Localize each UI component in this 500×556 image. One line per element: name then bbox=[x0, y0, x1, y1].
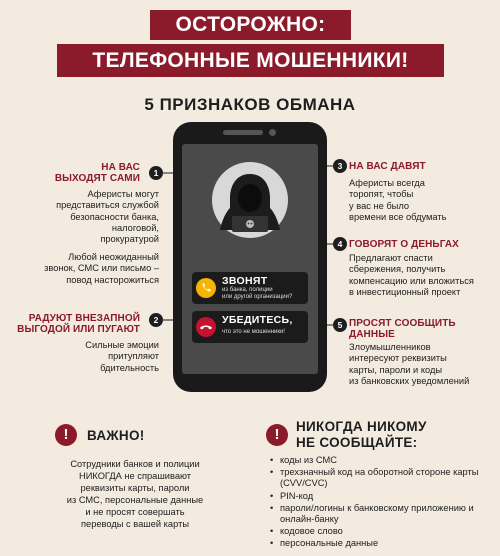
sign-2-header: РАДУЮТ ВНЕЗАПНОЙ ВЫГОДОЙ ИЛИ ПУГАЮТ bbox=[17, 313, 140, 335]
phone-screen bbox=[182, 144, 318, 374]
sign-1-text-b: Любой неожиданный звонок, СМС или письмо – повод насторожиться bbox=[44, 252, 159, 285]
sign-2-text: Сильные эмоции притупляют бдительность bbox=[85, 340, 159, 373]
sign-1-text-a: Аферисты могут представиться службой безопасности банка, налоговой, прокуратурой bbox=[56, 189, 159, 245]
call-head: ЗВОНЯТ bbox=[222, 275, 268, 287]
important-text: Сотрудники банков и полиции НИКОГДА не спрашивают реквизиты карты, пароли из СМС, персональные данные и не просят совершать переводы с вашей карты bbox=[66, 459, 204, 529]
sign-1-number: 1 bbox=[149, 166, 163, 180]
never-list bbox=[270, 455, 495, 551]
title-line-1: ОСТОРОЖНО: bbox=[150, 10, 351, 40]
verify-sub: что это не мошенники! bbox=[222, 329, 285, 335]
important-title: ВАЖНО! bbox=[87, 428, 145, 443]
important-exclamation-icon: ! bbox=[55, 424, 77, 446]
list-item: • коды из СМС bbox=[270, 455, 495, 466]
list-item: • пароли/логины к банковскому приложению и онлайн-банку bbox=[270, 503, 495, 525]
sign-3-number: 3 bbox=[333, 159, 347, 173]
hacker-avatar bbox=[212, 162, 288, 238]
sign-2-number: 2 bbox=[149, 313, 163, 327]
sign-4-text: Предлагают спасти сбережения, получить компенсацию или вложиться в инвестиционный проект bbox=[349, 253, 474, 297]
never-exclamation-icon: ! bbox=[266, 424, 288, 446]
sign-5-text: Злоумышленников интересуют реквизиты карты, пароли и коды из банковских уведомлений bbox=[349, 342, 470, 386]
call-sub: из банка, полиции или другой организации? bbox=[222, 287, 293, 300]
subtitle: 5 ПРИЗНАКОВ ОБМАНА bbox=[144, 95, 356, 114]
sign-1-header: НА ВАС ВЫХОДЯТ САМИ bbox=[54, 162, 140, 184]
verify-head: УБЕДИТЕСЬ, bbox=[222, 314, 293, 326]
list-item: • кодовое слово bbox=[270, 526, 495, 537]
phone-speaker bbox=[223, 130, 263, 135]
verify-call-card bbox=[192, 311, 308, 343]
phone-camera bbox=[269, 129, 276, 136]
title-line-2: ТЕЛЕФОННЫЕ МОШЕННИКИ! bbox=[57, 44, 444, 77]
list-item: • персональные данные bbox=[270, 538, 495, 549]
sign-3-text: Аферисты всегда торопят, чтобы у вас не было времени все обдумать bbox=[349, 178, 447, 222]
list-item: • трехзначный код на оборотной стороне карты (CVV/CVC) bbox=[270, 467, 495, 489]
never-title: НИКОГДА НИКОМУ НЕ СООБЩАЙТЕ: bbox=[296, 419, 427, 450]
sign-4-number: 4 bbox=[333, 237, 347, 251]
phone-illustration bbox=[173, 122, 327, 392]
sign-5-header: ПРОСЯТ СООБЩИТЬ ДАННЫЕ bbox=[349, 318, 456, 340]
incoming-call-card bbox=[192, 272, 308, 304]
list-item: • PIN-код bbox=[270, 491, 495, 502]
sign-4-header: ГОВОРЯТ О ДЕНЬГАХ bbox=[349, 239, 459, 250]
hang-up-phone-icon[interactable] bbox=[196, 317, 216, 337]
sign-3-header: НА ВАС ДАВЯТ bbox=[349, 161, 426, 172]
sign-5-number: 5 bbox=[333, 318, 347, 332]
hooded-hacker-icon bbox=[212, 162, 288, 238]
answer-phone-icon[interactable] bbox=[196, 278, 216, 298]
